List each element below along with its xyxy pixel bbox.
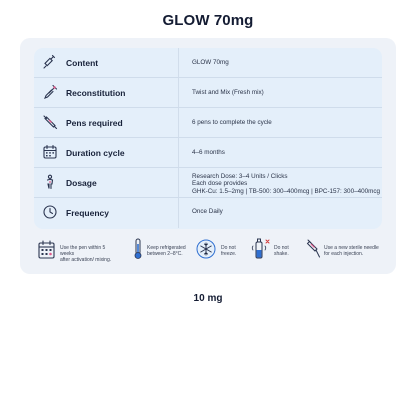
row-value: 6 pens to complete the cycle bbox=[192, 119, 272, 126]
instruction-line: for each injection. bbox=[324, 251, 364, 257]
dropper-icon bbox=[42, 84, 58, 100]
row-label: Content bbox=[66, 58, 99, 68]
column-divider bbox=[178, 168, 179, 197]
no-shake-bottle-icon bbox=[250, 238, 270, 260]
table-row-reconstitution bbox=[34, 78, 382, 108]
spec-table bbox=[34, 48, 382, 229]
instruction-item bbox=[305, 236, 382, 268]
row-label: Pens required bbox=[66, 118, 123, 128]
dosage-line: GHK-Cu: 1.5–2mg | TB-500: 300–400mcg | BPC-157: 300–400mcg bbox=[192, 187, 380, 195]
row-label: Duration cycle bbox=[66, 148, 125, 158]
instruction-text bbox=[147, 245, 186, 257]
row-label: Reconstitution bbox=[66, 88, 126, 98]
instruction-text bbox=[274, 245, 289, 257]
row-value: Once Daily bbox=[192, 208, 223, 215]
dosage-line: Each dose provides bbox=[192, 180, 248, 188]
syringe-icon bbox=[42, 54, 58, 70]
snowflake-icon bbox=[196, 239, 216, 259]
clock-icon bbox=[42, 204, 58, 220]
instruction-text bbox=[221, 245, 236, 257]
column-divider bbox=[178, 48, 179, 77]
instruction-item bbox=[196, 236, 246, 268]
instruction-line: Use the pen within 5 weeks bbox=[60, 245, 106, 257]
storage-instructions bbox=[34, 236, 382, 268]
instruction-line: freeze. bbox=[221, 251, 237, 257]
person-icon bbox=[42, 174, 58, 190]
row-value-multiline bbox=[192, 173, 380, 195]
instruction-line: Keep refrigerated bbox=[147, 245, 186, 251]
instruction-item bbox=[38, 236, 118, 268]
product-title: GLOW 70mg bbox=[162, 12, 254, 29]
instruction-item bbox=[131, 236, 193, 268]
needle-icon bbox=[305, 238, 321, 260]
calendar-icon bbox=[42, 144, 58, 160]
calendar-grid-icon bbox=[38, 240, 55, 259]
table-row-duration-cycle bbox=[34, 138, 382, 168]
column-divider bbox=[178, 78, 179, 107]
row-label: Dosage bbox=[66, 178, 97, 188]
thermometer-icon bbox=[131, 238, 145, 260]
size-caption: 10 mg bbox=[193, 293, 223, 304]
instruction-line: between 2–8°C. bbox=[147, 251, 183, 257]
instruction-line: Do not bbox=[221, 245, 236, 251]
instruction-text bbox=[60, 245, 118, 263]
table-row-content bbox=[34, 48, 382, 78]
instruction-line: shake. bbox=[274, 251, 289, 257]
instruction-line: Do not bbox=[274, 245, 289, 251]
table-row-dosage bbox=[34, 168, 382, 198]
info-card bbox=[20, 38, 396, 274]
table-row-frequency bbox=[34, 198, 382, 228]
pen-injector-icon bbox=[42, 114, 58, 130]
instruction-line: Use a new sterile needle bbox=[324, 245, 379, 251]
column-divider bbox=[178, 108, 179, 137]
row-label: Frequency bbox=[66, 208, 109, 218]
dosage-line: Research Dose: 3–4 Units / Clicks bbox=[192, 173, 288, 180]
table-row-pens-required bbox=[34, 108, 382, 138]
instruction-text bbox=[324, 245, 379, 257]
row-value: 4–6 months bbox=[192, 149, 225, 156]
column-divider bbox=[178, 198, 179, 228]
instruction-line: after activation/ mixing. bbox=[60, 257, 112, 263]
row-value: Twist and Mix (Fresh mix) bbox=[192, 89, 264, 96]
instruction-item bbox=[250, 236, 302, 268]
column-divider bbox=[178, 138, 179, 167]
row-value: GLOW 70mg bbox=[192, 59, 229, 66]
